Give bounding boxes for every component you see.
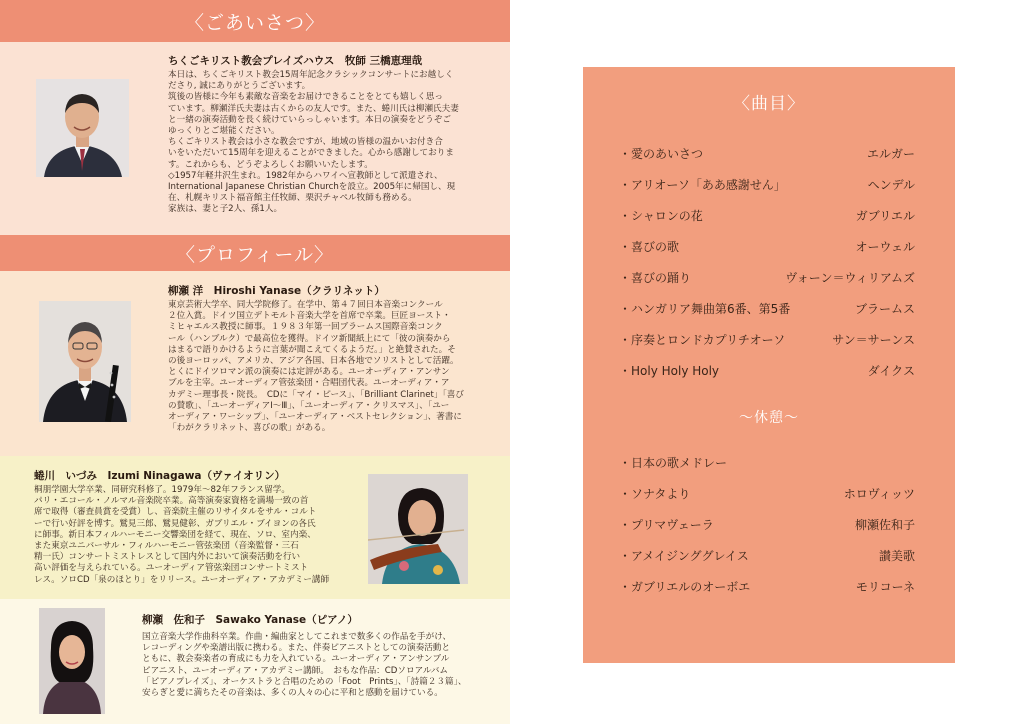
- greeting-body: [168, 70, 459, 216]
- program-item-composer: エルガー: [866, 146, 915, 161]
- hiroshi-photo: [39, 301, 131, 422]
- program-item: [619, 143, 915, 163]
- program-item-composer: ダイクス: [867, 363, 915, 378]
- program-item-title: ・喜びの歌: [619, 239, 680, 254]
- intermission-label: ～休憩～: [739, 410, 799, 426]
- program-item: [619, 329, 915, 349]
- greeting-line: 本日は、ちくごキリスト教会15周年記念クラシックコンサートにお越しく: [168, 70, 454, 80]
- program-item-title: ・ハンガリア舞曲第6番、第5番: [619, 301, 791, 316]
- greeting-line: ゆっくりとご堪能ください。: [168, 126, 280, 137]
- greeting-line: ています。柳瀬洋氏夫妻は古くからの友人です。また、蜷川氏は柳瀬氏夫妻: [168, 103, 459, 114]
- bio-line: 「ピアノプレイズ」、オーケストラと合唱のための「Foot Prints」、「詩篇２３篇」、: [142, 676, 467, 687]
- bio-line: ミヒャエルス教授に師事。１９８３年第一回ブラームス国際音楽コンク: [168, 322, 443, 333]
- program-heading: 〈曲目〉: [733, 94, 805, 114]
- bio-line: 安らぎと愛に満ちたその音楽は、多くの人々の心に平和と感動を届けている。: [142, 688, 443, 699]
- program-item: [619, 298, 915, 318]
- program-item-composer: モリコーネ: [855, 579, 915, 594]
- program-item-composer: ホロヴィッツ: [843, 486, 915, 501]
- greeting-line: International Japanese Christian Churchを設立。2005年に帰国し、現: [168, 182, 456, 193]
- bio-line: ブルを主宰。ユーオーディア管弦楽団・合唱団代表。ユーオーディア・ア: [168, 378, 450, 389]
- program-item-composer: 讃美歌: [878, 548, 915, 563]
- sawako-name: 柳瀬 佐和子 Sawako Yanase（ピアノ）: [142, 614, 358, 626]
- program-item-composer: オーウェル: [855, 239, 915, 254]
- program-item: [619, 205, 915, 225]
- izumi-bio: [34, 485, 329, 586]
- pastor-photo: [36, 79, 129, 177]
- bio-line: の後ヨーロッパ、アメリカ、アジア各国、日本各地でソリストとして活躍。: [168, 356, 459, 367]
- program-item-composer: サン＝サーンス: [832, 332, 915, 347]
- program-item-composer: 柳瀬佐和子: [854, 517, 915, 532]
- program-item-title: ・序奏とロンドカプリチオーソ: [619, 332, 786, 347]
- program-item: [619, 483, 915, 503]
- profile-sawako-yanase: [0, 599, 510, 724]
- bio-line: カデミー理事長・院長。 CDに「マイ・ピース」、「Brilliant Clarinet」「喜び: [168, 389, 464, 400]
- greeting-heading-text: 〈ごあいさつ〉: [184, 11, 325, 34]
- program-item: [619, 174, 915, 194]
- greeting-line: ◇1957年軽井沢生まれ。1982年からハワイへ宣教師として派遣され、: [168, 170, 443, 181]
- program-item: [619, 267, 915, 287]
- greeting-section: [0, 42, 510, 235]
- bio-line: 席で取得（審査員賞を受賞）し、音楽院主催のリサイタルをサル・コルト: [34, 507, 317, 518]
- greeting-line: と一緒の演奏活動を長く続けていらっしゃいます。本日の演奏をどうぞご: [168, 114, 451, 125]
- program-item-title: ・ガブリエルのオーボエ: [619, 579, 751, 594]
- profile-heading: [0, 235, 510, 271]
- sawako-photo: [39, 608, 105, 714]
- program-item-title: ・ソナタより: [619, 486, 691, 501]
- program-item-title: ・シャロンの花: [619, 208, 703, 223]
- greeting-line: 家族は、妻と子2人、孫1人。: [168, 204, 283, 215]
- program-item: [619, 514, 915, 534]
- bio-line: ともに、教会奏楽者の育成にも力を入れている。ユーオーディア・アンサンブル: [142, 654, 450, 665]
- izumi-name: 蜷川 いづみ Izumi Ninagawa（ヴァイオリン）: [34, 470, 286, 482]
- bio-line: ピアニスト、ユーオーディア・アカデミー講師。 おもな作品：CDソロアルバム: [142, 665, 449, 676]
- program-item: [619, 545, 915, 565]
- greeting-line: す。これからも、どうぞよろしくお願いいたします。: [168, 159, 373, 170]
- program-item-title: ・プリマヴェーラ: [619, 517, 714, 532]
- hiroshi-name: 柳瀬 洋 Hiroshi Yanase（クラリネット）: [168, 285, 385, 297]
- bio-line: 高い評価を与えられている。ユーオーディア管弦楽団コンサートミスト: [34, 563, 309, 574]
- program-item: [619, 576, 915, 596]
- bio-line: はまるで語りかけるように言葉が聞こえてくるようだ。」と絶賛された。そ: [168, 344, 456, 355]
- bio-line: ２位入賞。ドイツ国立デトモルト音楽大学を首席で卒業。巨匠ヨースト・: [168, 311, 451, 322]
- bio-line: 精一氏）コンサートミストレスとして国内外において演奏活動を行い: [34, 552, 301, 563]
- program-item-composer: ブラームス: [854, 301, 915, 316]
- profile-hiroshi-yanase: [0, 271, 510, 456]
- greeting-line: 在、札幌キリスト福音館主任牧師、栗沢チャペル牧師も務める。: [168, 193, 417, 204]
- program-item-composer: ガブリエル: [855, 208, 915, 223]
- bio-line: 「わがクラリネット、喜びの歌」がある。: [168, 423, 331, 434]
- bio-line: レス。ソロCD「泉のほとり」をリリース。ユーオーディア・アカデミー講師: [34, 574, 330, 585]
- greeting-line: 筑後の皆様に今年も素敵な音楽をお届けできることをとても嬉しく思っ: [168, 92, 444, 103]
- greeting-line: ちくごキリスト教会は小さな教会ですが、地域の皆様の温かいお付き合: [168, 137, 443, 148]
- sawako-bio: [142, 632, 466, 699]
- program-item-composer: ヘンデル: [867, 177, 915, 192]
- program-item-title: ・アリオーソ「ああ感謝せん」: [619, 177, 786, 192]
- bio-line: に師事。新日本フィルハーモニー交響楽団を経て、現在、ソロ、室内楽、: [34, 529, 316, 540]
- program-item: [619, 236, 915, 256]
- bio-line: また東京ユニバーサル・フィルハーモニー管弦楽団（音楽監督・三石: [34, 541, 299, 552]
- greeting-line: いをいただいて15周年を迎えることができました。心から感謝しておりま: [168, 148, 454, 159]
- pastor-name: ちくごキリスト教会プレイズハウス 牧師 三橋恵理哉: [168, 55, 423, 67]
- bio-line: の賛歌」、「ユーオーディアⅠ～Ⅲ」、「ユーオーディア・クリスマス」、「ユー: [168, 400, 450, 411]
- program-item-title: ・Holy Holy Holy: [619, 363, 720, 378]
- program-item: [619, 360, 915, 380]
- program-item-title: ・喜びの踊り: [619, 270, 692, 285]
- greeting-line: ださり, 誠にありがとうございます。: [168, 81, 311, 92]
- program-panel: [583, 67, 955, 663]
- izumi-photo: [368, 474, 468, 584]
- left-page: [0, 0, 510, 724]
- bio-line: 桐朋学園大学卒業、同研究科修了。1979年～82年フランス留学。: [34, 485, 290, 495]
- bio-line: 国立音楽大学作曲科卒業。作曲・編曲家としてこれまで数多くの作品を手がけ、: [142, 632, 452, 642]
- program-item-title: ・愛のあいさつ: [619, 146, 704, 161]
- bio-line: ーで行い好評を博す。鷲見三郎、鷲見健彰、ガブリエル・ブイヨンの各氏: [34, 518, 316, 529]
- program-item-title: ・アメイジンググレイス: [619, 548, 749, 563]
- clarinetist-portrait-icon: [39, 301, 131, 422]
- program-item: [619, 452, 915, 472]
- hiroshi-bio: [168, 300, 464, 434]
- bio-line: 東京芸術大学卒、同大学院修了。在学中、第４７回日本音楽コンクール: [168, 300, 443, 310]
- bio-line: ール（ハンブルク）で最高位を獲得。ドイツ新聞紙上にて「彼の演奏から: [168, 333, 451, 344]
- bio-line: とくにドイツロマン派の演奏には定評がある。ユーオーディア・アンサン: [168, 367, 450, 378]
- pianist-portrait-icon: [39, 608, 105, 714]
- greeting-heading: [0, 0, 510, 42]
- violinist-portrait-icon: [368, 474, 468, 584]
- program-item-composer: ヴォーン＝ウィリアムズ: [785, 270, 915, 285]
- bio-line: パリ・エコール・ノルマル音楽院卒業。高等演奏家資格を満場一致の首: [34, 496, 309, 507]
- bio-line: レコーディングや楽譜出版に携わる。また、伴奏ピアニストとしての演奏活動と: [142, 643, 451, 654]
- profile-izumi-ninagawa: [0, 456, 510, 599]
- bio-line: オーディア・ワーシップ」、「ユーオーディア・ベストセレクション」、著書に: [168, 412, 462, 423]
- program-item-title: ・日本の歌メドレー: [619, 455, 728, 470]
- profile-heading-text: 〈プロフィール〉: [175, 243, 335, 266]
- pastor-portrait-icon: [36, 79, 129, 177]
